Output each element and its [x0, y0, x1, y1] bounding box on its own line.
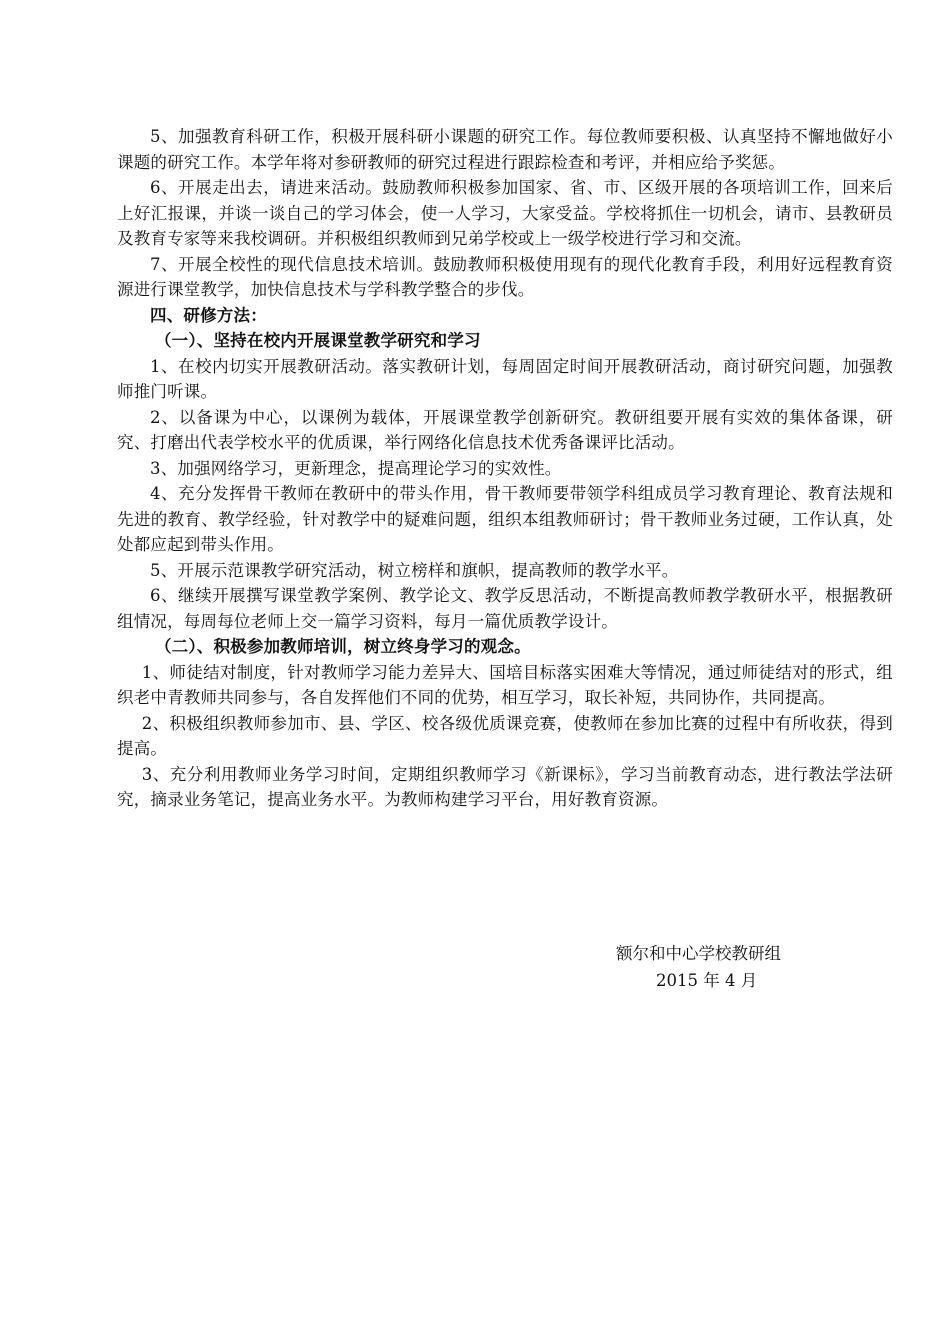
paragraph-item-5: 5、加强教育科研工作，积极开展科研小课题的研究工作。每位教师要积极、认真坚持不懈地做好小课题的研究工作。本学年将对参研教师的研究过程进行跟踪检查和考评，并相应给予奖惩。	[117, 127, 893, 172]
subsection-2-item-3: 3、充分利用教师业务学习时间，定期组织教师学习《新课标》，学习当前教育动态，进行教法学法研究，摘录业务笔记，提高业务水平。为教师构建学习平台，用好教育资源。	[117, 764, 893, 809]
subsection-1-item-3: 3、加强网络学习，更新理念，提高理论学习的实效性。	[150, 458, 562, 478]
subsection-1-item-6: 6、继续开展撰写课堂教学案例、教学论文、教学反思活动，不断提高教师教学教研水平，根据教研组情况，每周每位老师上交一篇学习资料，每月一篇优质教学设计。	[117, 586, 893, 631]
subsection-1-item-4: 4、充分发挥骨干教师在教研中的带头作用，骨干教师要带领学科组成员学习教育理论、教育法规和先进的教育、教学经验，针对教学中的疑难问题，组织本组教师研讨；骨干教师业务过硬，工作认真，处处都应起到带头作用。	[117, 484, 893, 554]
subsection-2-item-2: 2、积极组织教师参加市、县、学区、校各级优质课竞赛，使教师在参加比赛的过程中有所收获，得到提高。	[117, 713, 893, 758]
subsection-1-item-2: 2、以备课为中心，以课例为载体，开展课堂教学创新研究。教研组要开展有实效的集体备课，研究、打磨出代表学校水平的优质课，举行网络化信息技术优秀备课评比活动。	[117, 407, 893, 452]
document-body	[117, 124, 893, 813]
subsection-1-item-5: 5、开展示范课教学研究活动，树立榜样和旗帜，提高教师的教学水平。	[150, 560, 679, 580]
signature-block	[560, 940, 860, 994]
subsection-1-item-1: 1、在校内切实开展教研活动。落实教研计划，每周固定时间开展教研活动，商讨研究问题，加强教师推门听课。	[117, 356, 893, 401]
paragraph-item-7: 7、开展全校性的现代信息技术培训。鼓励教师积极使用现有的现代化教育手段，利用好远程教育资源进行课堂教学，加快信息技术与学科教学整合的步伐。	[117, 254, 893, 299]
signature-date: 2015 年 4 月	[656, 971, 758, 990]
subsection-heading-2: （二）、积极参加教师培训，树立终身学习的观念。	[154, 637, 531, 656]
signature-organization: 额尔和中心学校教研组	[616, 944, 781, 963]
paragraph-item-6: 6、开展走出去，请进来活动。鼓励教师积极参加国家、省、市、区级开展的各项培训工作，回来后上好汇报课，并谈一谈自己的学习体会，使一人学习，大家受益。学校将抓住一切机会，请市、县教研员及教育专家等来我校调研。并积极组织教师到兄弟学校或上一级学校进行学习和交流。	[117, 178, 893, 248]
section-heading-methods: 四、研修方法：	[150, 305, 267, 325]
subsection-2-item-1: 1、师徒结对制度，针对教师学习能力差异大、国培目标落实困难大等情况，通过师徒结对的形式，组织老中青教师共同参与，各自发挥他们不同的优势，相互学习，取长补短，共同协作，共同提高。	[117, 662, 893, 707]
subsection-heading-1: （一）、坚持在校内开展课堂教学研究和学习	[154, 331, 481, 350]
